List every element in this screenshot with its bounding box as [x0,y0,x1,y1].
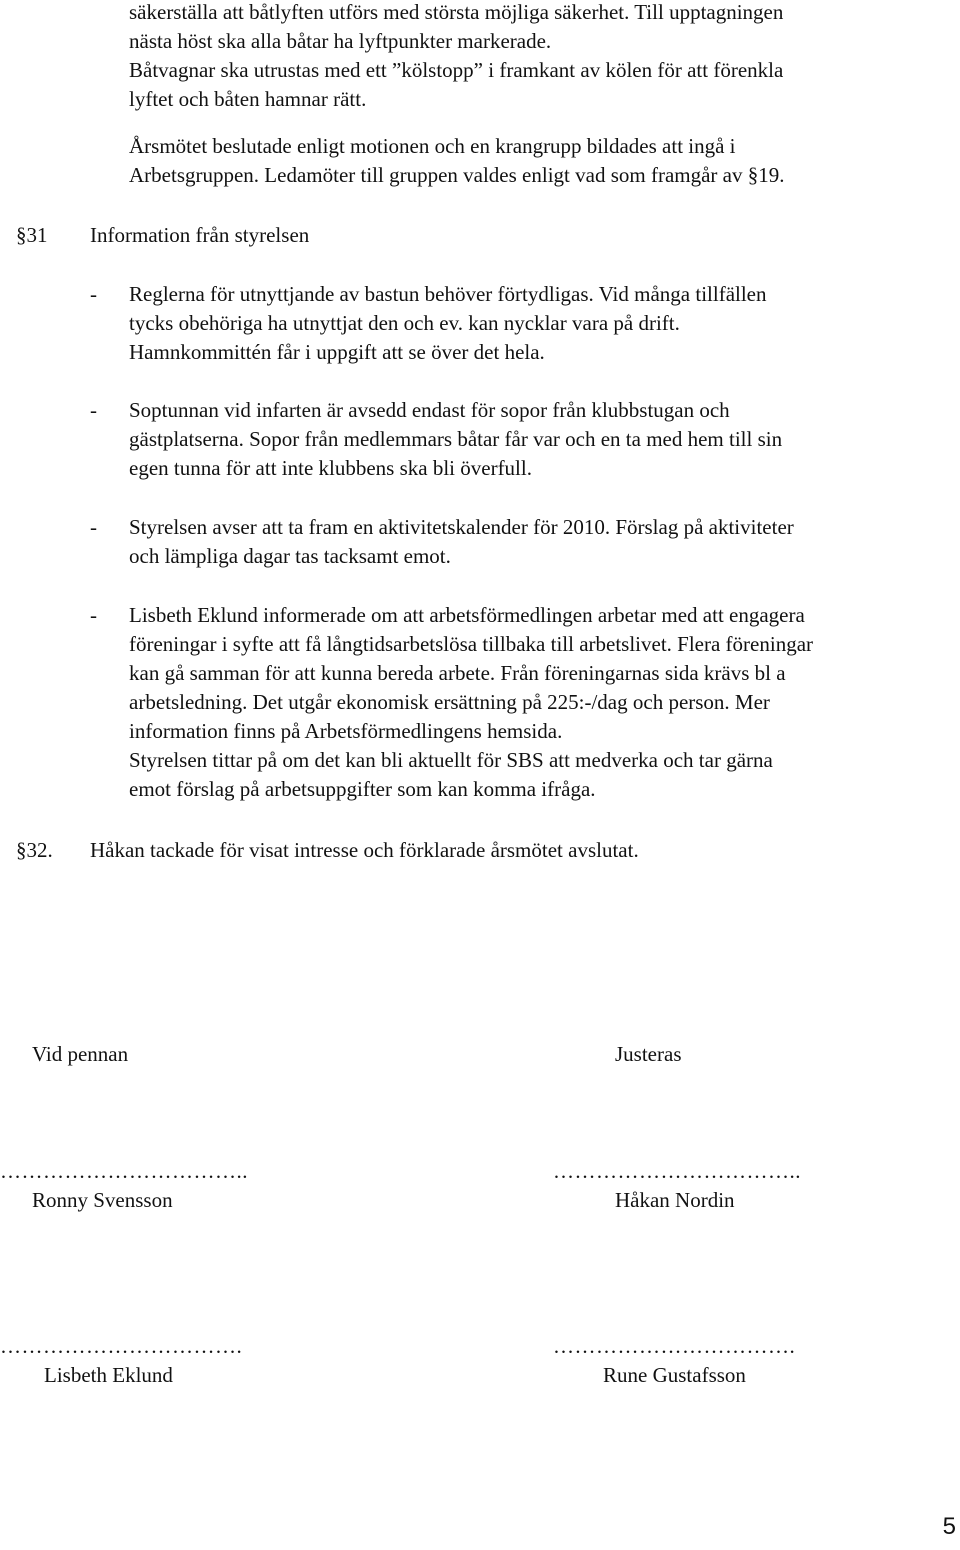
signature-heading-right: Justeras [615,1042,682,1066]
text-line: föreningar i syfte att få långtidsarbetslösa tillbaka till arbetslivet. Flera föreningar [129,632,814,656]
text-line: Styrelsen tittar på om det kan bli aktuellt för SBS att medverka och tar gärna [129,748,773,772]
signature-line: ……………………………. [553,1334,796,1358]
bullet-dash: - [90,603,97,627]
text-line: emot förslag på arbetsuppgifter som kan komma ifråga. [129,777,596,801]
bullet-dash: - [90,398,97,422]
signatory-name: Håkan Nordin [615,1188,735,1212]
text-line: Soptunnan vid infarten är avsedd endast för sopor från klubbstugan och [129,398,730,422]
text-line: nästa höst ska alla båtar ha lyftpunkter markerade. [129,29,552,53]
signature-heading-left: Vid pennan [32,1042,129,1066]
text-line: lyftet och båten hamnar rätt. [129,87,367,111]
signature-line: …………………………….. [553,1159,801,1183]
section-number: §32. [16,838,53,862]
text-line: gästplatserna. Sopor från medlemmars båtar får var och en ta med hem till sin [129,427,783,451]
closing-statement: Håkan tackade för visat intresse och förklarade årsmötet avslutat. [90,838,639,862]
text-line: Hamnkommittén får i uppgift att se över det hela. [129,340,545,364]
text-line: Arbetsgruppen. Ledamöter till gruppen valdes enligt vad som framgår av §19. [129,163,785,187]
signatory-name: Lisbeth Eklund [44,1363,173,1387]
text-line: och lämpliga dagar tas tacksamt emot. [129,544,451,568]
decision-paragraph [129,132,949,190]
text-line: egen tunna för att inte klubbens ska bli överfull. [129,456,532,480]
text-line: Lisbeth Eklund informerade om att arbetsförmedlingen arbetar med att engagera [129,603,805,627]
text-line: information finns på Arbetsförmedlingens hemsida. [129,719,563,743]
text-line: kan gå samman för att kunna bereda arbete. Från föreningarnas sida krävs bl a [129,661,786,685]
section-number: §31 [16,223,48,247]
signature-line: ……………………………. [0,1334,243,1358]
signature-line: …………………………….. [0,1159,248,1183]
signatory-name: Ronny Svensson [32,1188,173,1212]
bullet-dash: - [90,515,97,539]
text-line: tycks obehöriga ha utnyttjat den och ev. kan nycklar vara på drift. [129,311,680,335]
signatory-name: Rune Gustafsson [603,1363,746,1387]
text-line: arbetsledning. Det utgår ekonomisk ersättning på 225:-/dag och person. Mer [129,690,770,714]
bullet-dash: - [90,282,97,306]
text-line: Årsmötet beslutade enligt motionen och en krangrupp bildades att ingå i [129,134,736,158]
page-number: 5 [942,1513,956,1540]
intro-paragraph [129,0,949,114]
text-line: Båtvagnar ska utrustas med ett ”kölstopp” i framkant av kölen för att förenkla [129,58,784,82]
text-line: Styrelsen avser att ta fram en aktivitetskalender för 2010. Förslag på aktiviteter [129,515,794,539]
text-line: säkerställa att båtlyften utförs med största möjliga säkerhet. Till upptagningen [129,0,784,24]
text-line: Reglerna för utnyttjande av bastun behöver förtydligas. Vid många tillfällen [129,282,767,306]
section-title: Information från styrelsen [90,223,310,247]
